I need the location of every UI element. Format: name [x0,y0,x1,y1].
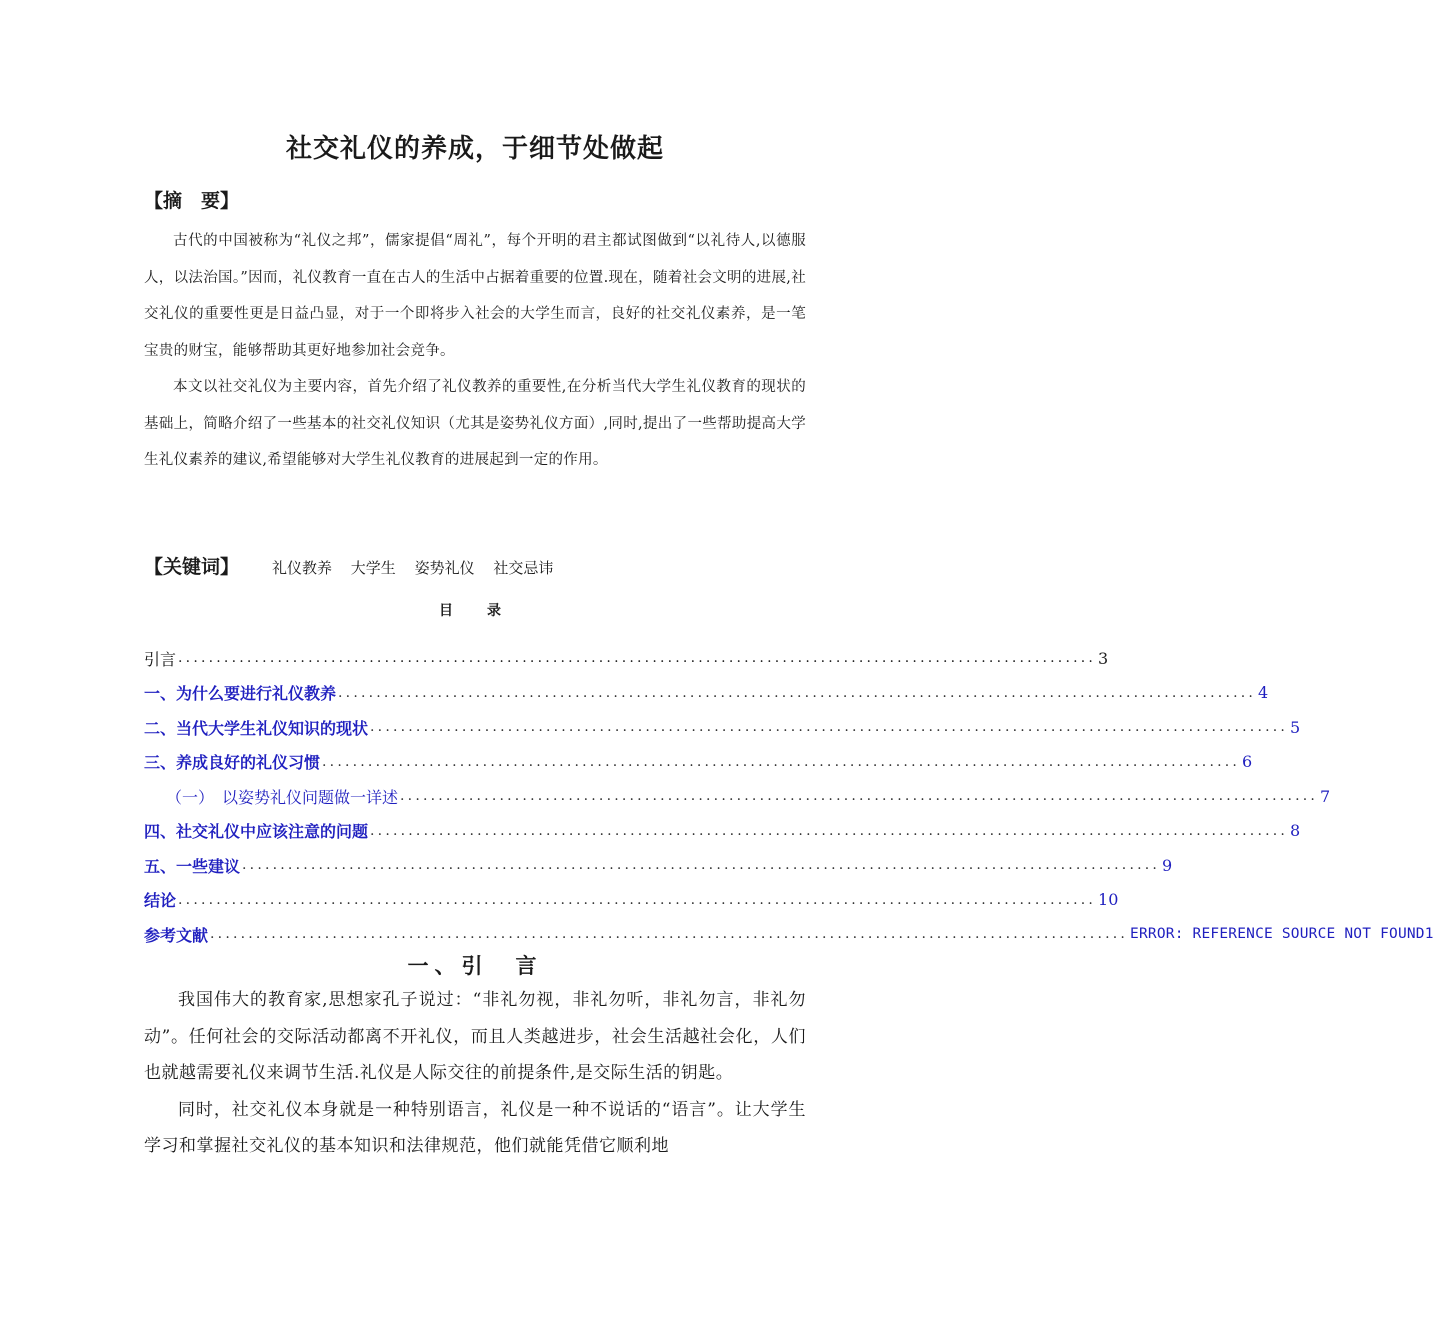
toc-entry-text: 三、养成良好的礼仪习惯 [144,753,321,773]
toc-leader-dots: ........................................................................................................................ [370,719,1289,736]
abstract-label: 【摘 要】 [144,190,240,212]
toc-entry-section-4[interactable] [144,814,1301,849]
toc-entry-conclusion[interactable] [144,883,1119,918]
toc-leader-dots: ........................................................................................................................ [178,891,1097,908]
toc-page-number: 4 [1258,683,1269,703]
toc-entry-section-1[interactable] [144,676,1269,711]
toc-leader-dots: ........................................................................................................................ [370,822,1289,839]
toc-entry-subsection-3-1[interactable] [144,779,1331,814]
document-title: 社交礼仪的养成，于细节处做起 [285,134,664,164]
toc-heading: 目 录 [439,603,511,619]
toc-page-number: 7 [1320,786,1331,806]
keyword: 姿势礼仪 [414,559,475,577]
toc-error-reference: ERROR: REFERENCE SOURCE NOT FOUND1 [1130,926,1434,943]
toc-entry-text: 五、一些建议 [144,856,241,876]
abstract-paragraph: 古代的中国被称为“礼仪之邦”，儒家提倡“周礼”，每个开明的君主都试图做到“以礼待人,以德服人，以法治国。”因而，礼仪教育一直在古人的生活中占据着重要的位置.现在，随着社会文明的进展,社交礼仪的重要性更是日益凸显，对于一个即将步入社会的大学生而言，良好的社交礼仪素养，是一笔宝贵的财宝，能够帮助其更好地参加社会竞争。 [144,233,806,359]
body-paragraph: 同时，社交礼仪本身就是一种特别语言，礼仪是一种不说话的“语言”。让大学生学习和掌握社交礼仪的基本知识和法律规范，他们就能凭借它顺利地 [144,1099,806,1156]
abstract-body [144,223,806,479]
abstract-paragraph: 本文以社交礼仪为主要内容，首先介绍了礼仪教养的重要性,在分析当代大学生礼仪教育的现状的基础上，简略介绍了一些基本的社交礼仪知识（尤其是姿势礼仪方面）,同时,提出了一些帮助提高大学生礼仪素养的建议,希望能够对大学生礼仪教育的进展起到一定的作用。 [144,379,806,468]
toc-entry-text: 参考文献 [144,925,209,945]
toc-entry-text: 结论 [144,891,177,911]
keywords-label: 【关键词】 [144,556,240,578]
keyword: 礼仪教养 [272,559,333,577]
toc-entry-section-2[interactable] [144,710,1301,745]
toc-entry-references[interactable] [144,917,1434,952]
toc-leader-dots: ........................................................................................................................ [210,926,1129,943]
body-paragraph: 我国伟大的教育家,思想家孔子说过：“非礼勿视，非礼勿听，非礼勿言，非礼勿动”。任何社会的交际活动都离不开礼仪，而且人类越进步，社会生活越社会化，人们也就越需要礼仪来调节生活.礼仪是人际交往的前提条件,是交际生活的钥匙。 [144,990,806,1083]
toc-entry-section-3[interactable] [144,745,1253,780]
toc-page-number: 10 [1098,890,1119,910]
toc-page-number: 5 [1290,717,1301,737]
toc-leader-dots: ........................................................................................................................ [338,684,1257,701]
section-title: 一、引 言 [407,954,543,978]
section-body [144,982,806,1165]
toc-leader-dots: ........................................................................................................................ [322,753,1241,770]
toc-entry-text: （一） 以姿势礼仪问题做一详述 [166,787,399,807]
toc-page-number: 3 [1098,648,1109,668]
toc-entry-text: 一、为什么要进行礼仪教养 [144,684,337,704]
toc-page-number: 8 [1290,821,1301,841]
toc-entry-text: 引言 [144,649,177,669]
table-of-contents [144,641,1434,952]
keyword: 社交忌讳 [493,559,554,577]
toc-leader-dots: ........................................................................................................................ [242,857,1161,874]
toc-leader-dots: ........................................................................................................................ [178,650,1097,667]
toc-entry-text: 二、当代大学生礼仪知识的现状 [144,718,369,738]
toc-entry-section-5[interactable] [144,848,1173,883]
keywords-row [144,552,806,582]
keywords-list [272,557,567,578]
keyword: 大学生 [350,559,396,577]
toc-entry-text: 四、社交礼仪中应该注意的问题 [144,822,369,842]
toc-entry-introduction[interactable] [144,641,1109,676]
toc-leader-dots: ........................................................................................................................ [400,788,1319,805]
toc-page-number: 9 [1162,855,1173,875]
toc-page-number: 6 [1242,752,1253,772]
